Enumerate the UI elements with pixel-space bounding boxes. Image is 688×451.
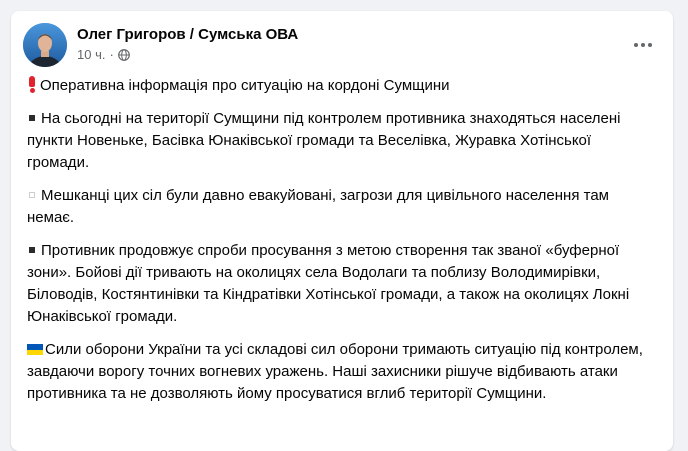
post-card (11, 11, 673, 451)
paragraph-text: Противник продовжує спроби просування з метою створення так званої «буферної зони». Бойові дії тривають на околицях села Водолаги та поблизу Володимирівки, Біловодів, Костянтинівки та Кіндратівки Хотінської громади, а також на околицях Локні Юнаківської громади. (27, 242, 630, 325)
post-paragraph (27, 185, 657, 229)
author-block (77, 23, 298, 63)
meta-separator: · (109, 47, 114, 62)
black-square-icon (29, 247, 35, 253)
post-body (27, 75, 657, 416)
post-meta (77, 47, 298, 63)
black-square-icon (29, 115, 35, 121)
paragraph-text: Сили оборони України та усі складові сил оборони тримають ситуацію під контролем, завдаючи ворогу точних вогневих уражень. Наші захисники рішуче відбивають атаки противника та не дозволяють йому просуватися вглиб території Сумщини. (27, 341, 643, 402)
white-square-icon (29, 192, 35, 198)
post-paragraph (27, 108, 657, 174)
more-options-button[interactable] (625, 27, 661, 63)
paragraph-text: На сьогодні на території Сумщини під контролем противника знаходяться населені пункти Новеньке, Басівка Юнаківської громади та Веселівка, Журавка Хотінської громади. (27, 110, 621, 171)
post-header (23, 23, 661, 67)
red-exclamation-icon (29, 76, 35, 92)
avatar[interactable] (23, 23, 67, 67)
author-name[interactable]: Олег Григоров / Сумська ОВА (77, 26, 299, 43)
paragraph-text: Оперативна інформація про ситуацію на кордоні Сумщини (40, 77, 450, 94)
globe-icon[interactable] (118, 49, 130, 61)
post-paragraph (27, 75, 657, 97)
more-options-icon (634, 43, 652, 47)
paragraph-text: Мешканці цих сіл були давно евакуйовані, загрози для цивільного населення там немає. (27, 187, 609, 226)
post-time[interactable]: 10 ч. (77, 47, 106, 62)
post-paragraph (27, 240, 657, 328)
ukraine-flag-icon (27, 344, 43, 355)
post-paragraph (27, 339, 657, 405)
